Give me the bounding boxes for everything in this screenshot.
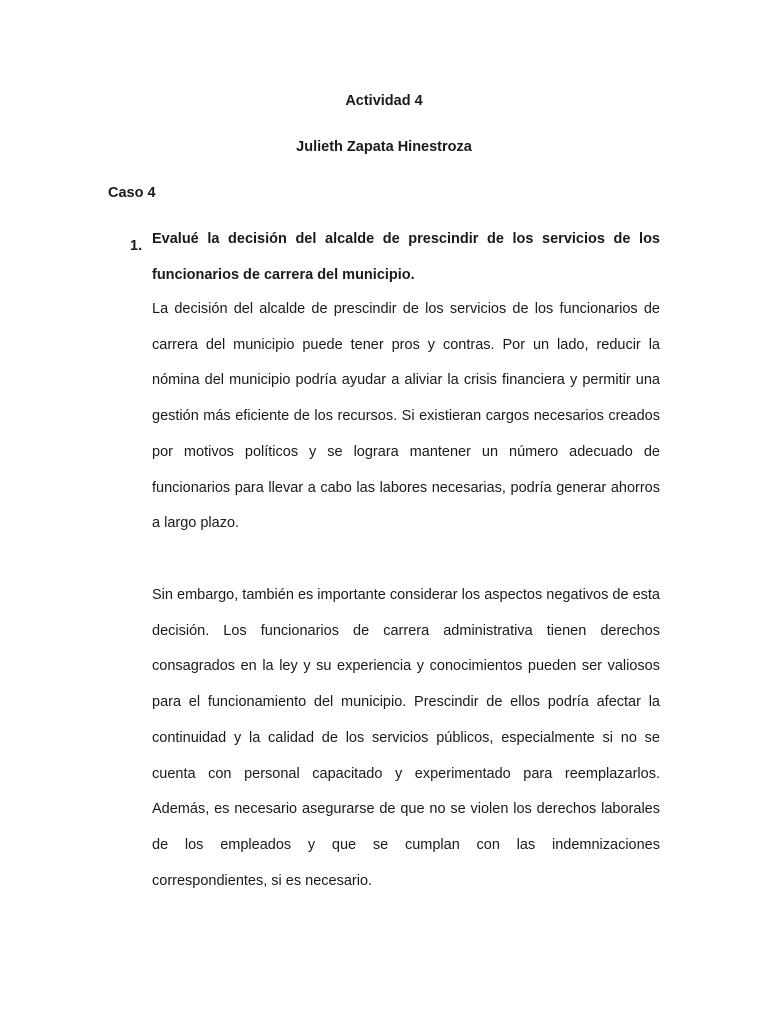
answer-paragraph-1: La decisión del alcalde de prescindir de los servicios de los funcionarios de carrera del municipio puede tener pros y contras. Por un lado, reducir la nómina del municipio podría ayudar a aliviar la crisis financiera y permitir una gestión más eficiente de los recursos. Si existieran cargos necesarios creados por motivos políticos y se lograra mantener un número adecuado de funcionarios para llevar a cabo las labores necesarias, podría generar ahorros a largo plazo.: [152, 301, 660, 532]
case-heading: Caso 4: [108, 185, 156, 201]
question-text: Evalué la decisión del alcalde de prescindir de los servicios de los funcionarios de carrera del municipio.: [152, 231, 660, 283]
answer-paragraph-2: Sin embargo, también es importante considerar los aspectos negativos de esta decisión. Los funcionarios de carrera administrativa tienen derechos consagrados en la ley y su experiencia y conocimientos pueden ser valiosos para el funcionamiento del municipio. Prescindir de ellos podría afectar la continuidad y la calidad de los servicios públicos, especialmente si no se cuenta con personal capacitado y experimentado para reemplazarlos. Además, es necesario asegurarse de que no se violen los derechos laborales de los empleados y que se cumplan con las indemnizaciones correspondientes, si es necesario.: [152, 587, 660, 889]
document-title: Actividad 4: [345, 93, 423, 109]
question-number: 1.: [130, 238, 143, 254]
author-name: Julieth Zapata Hinestroza: [296, 139, 472, 155]
